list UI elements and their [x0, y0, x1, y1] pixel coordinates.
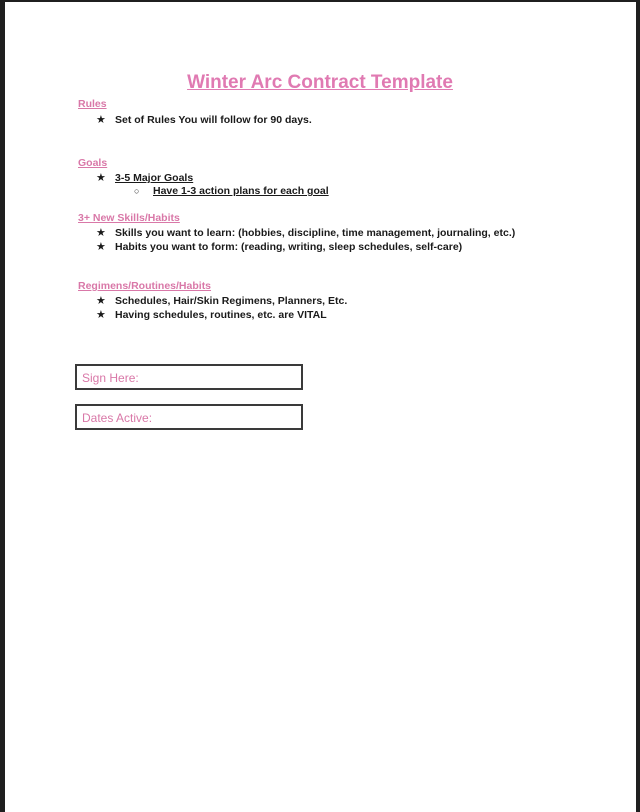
list-item: [96, 308, 327, 321]
list-item: [96, 171, 193, 184]
list-item-text: Skills you want to learn: (hobbies, discipline, time management, journaling, etc.): [115, 227, 516, 239]
page-border-left: [0, 0, 5, 812]
sub-list-item-text: Have 1-3 action plans for each goal: [153, 185, 329, 197]
list-item-text: Habits you want to form: (reading, writing, sleep schedules, self-care): [115, 241, 463, 253]
star-bullet-icon: ★: [96, 172, 106, 184]
list-item-text: 3-5 Major Goals: [115, 172, 194, 184]
page-border-top: [0, 0, 640, 2]
list-item: [96, 294, 347, 307]
star-bullet-icon: ★: [96, 114, 106, 126]
page-border-right: [636, 0, 640, 812]
list-item: [96, 240, 462, 253]
dates-active-field[interactable]: [75, 404, 303, 430]
circle-bullet-icon: ○: [134, 186, 140, 196]
list-item: [96, 113, 312, 126]
star-bullet-icon: ★: [96, 309, 106, 321]
star-bullet-icon: ★: [96, 241, 106, 253]
list-item-text: Having schedules, routines, etc. are VITAL: [115, 309, 327, 321]
list-item-text: Schedules, Hair/Skin Regimens, Planners, Etc.: [115, 295, 348, 307]
section-heading-rules: Rules: [78, 98, 107, 110]
section-heading-skills-habits: 3+ New Skills/Habits: [78, 212, 180, 224]
dates-active-label: Dates Active:: [82, 411, 153, 425]
list-item: [96, 226, 515, 239]
sign-here-field[interactable]: [75, 364, 303, 390]
document-title: Winter Arc Contract Template: [187, 72, 453, 93]
star-bullet-icon: ★: [96, 227, 106, 239]
sub-list-item: [134, 185, 329, 197]
list-item-text: Set of Rules You will follow for 90 days.: [115, 114, 312, 126]
section-heading-goals: Goals: [78, 157, 108, 169]
star-bullet-icon: ★: [96, 295, 106, 307]
section-heading-regimens: Regimens/Routines/Habits: [78, 280, 212, 292]
sign-here-label: Sign Here:: [82, 371, 139, 385]
